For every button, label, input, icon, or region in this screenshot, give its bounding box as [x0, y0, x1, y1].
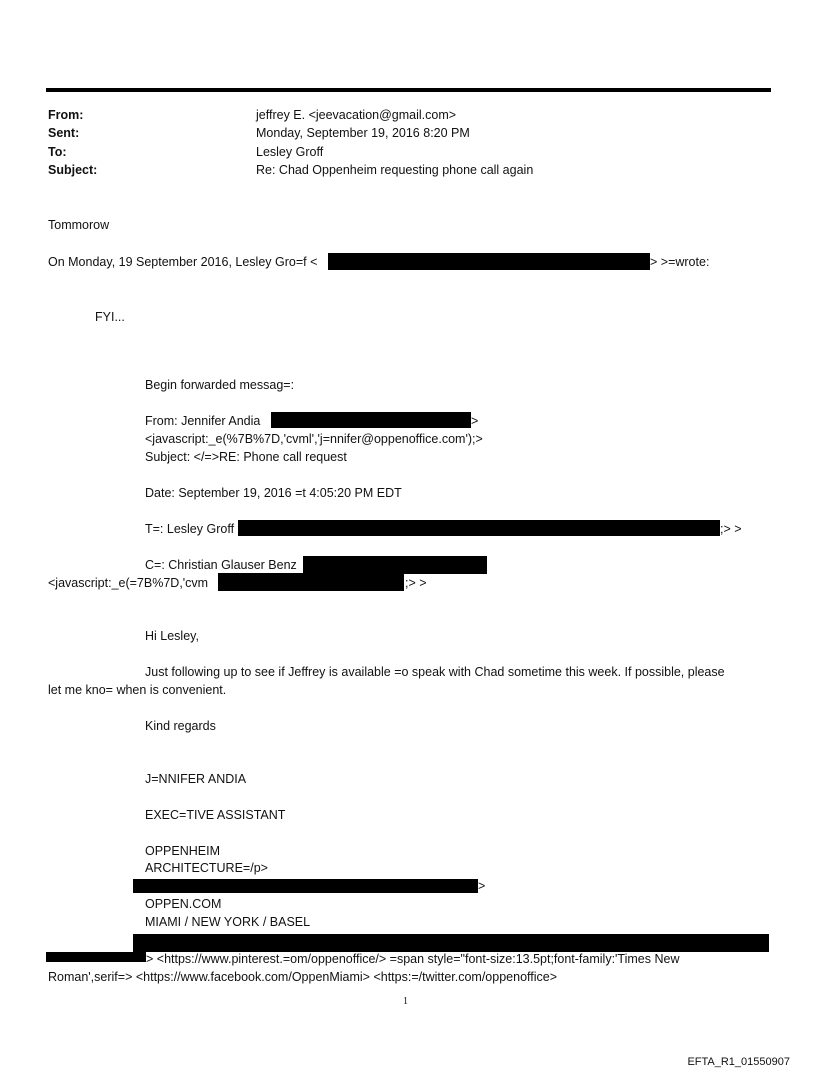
redaction-bar [133, 879, 478, 893]
signature-cities: MIAMI / NEW YORK / BASEL [145, 915, 311, 929]
sent-label: Sent: [48, 126, 80, 140]
redaction-bar [133, 934, 769, 952]
begin-forwarded: Begin forwarded messag=: [145, 378, 295, 392]
signature-name: J=NNIFER ANDIA [145, 772, 247, 786]
fwd-to-end: ;> > [720, 522, 742, 536]
page-number: 1 [403, 996, 408, 1007]
redaction-bar [218, 573, 404, 591]
closing: Kind regards [145, 719, 216, 733]
quote-intro-end: > >=wrote: [650, 255, 710, 269]
paragraph-line: Just following up to see if Jeffrey is available =o speak with Chad sometime this week. If possible, please [145, 665, 725, 679]
signature-title: EXEC=TIVE ASSISTANT [145, 808, 286, 822]
signature-redaction-end: > [478, 879, 486, 893]
redaction-bar [46, 952, 146, 962]
fyi-text: FYI... [95, 310, 125, 324]
fwd-from: From: Jennifer Andia [145, 414, 261, 428]
subject-label: Subject: [48, 163, 98, 177]
fwd-subject: Subject: </=>RE: Phone call request [145, 450, 347, 464]
to-label: To: [48, 145, 67, 159]
fwd-date: Date: September 19, 2016 =t 4:05:20 PM EDT [145, 486, 402, 500]
header-rule [46, 88, 771, 92]
subject-value: Re: Chad Oppenheim requesting phone call again [256, 163, 534, 177]
redaction-bar [303, 556, 487, 574]
quote-intro: On Monday, 19 September 2016, Lesley Gro=f < [48, 255, 318, 269]
redaction-bar [238, 520, 720, 536]
signature-website: OPPEN.COM [145, 897, 222, 911]
document-id: EFTA_R1_01550907 [687, 1056, 790, 1068]
fwd-cc-javascript-end: ;> > [405, 576, 427, 590]
links-line: Roman',serif=> <https://www.facebook.com/OppenMiami> <https:=/twitter.com/oppenoffice> [48, 970, 558, 984]
sent-value: Monday, September 19, 2016 8:20 PM [256, 126, 470, 140]
from-value: jeffrey E. <jeevacation@gmail.com> [256, 108, 457, 122]
fwd-cc-javascript: <javascript:_e(=7B%7D,'cvm [48, 576, 209, 590]
redaction-bar [328, 253, 650, 270]
from-label: From: [48, 108, 84, 122]
fwd-javascript: <javascript:_e(%7B%7D,'cvml','j=nnifer@oppenoffice.com');> [145, 432, 483, 446]
reply-text: Tommorow [48, 218, 110, 232]
to-value: Lesley Groff [256, 145, 324, 159]
links-line: > <https://www.pinterest.=om/oppenoffice/> =span style="font-size:13.5pt;font-family:'Times New [146, 952, 680, 966]
redaction-bar [271, 412, 471, 428]
greeting: Hi Lesley, [145, 629, 199, 643]
signature-company-line2: ARCHITECTURE=/p> [145, 861, 268, 875]
fwd-from-end: > [471, 414, 479, 428]
fwd-to: T=: Lesley Groff [145, 522, 235, 536]
paragraph-line: let me kno= when is convenient. [48, 683, 227, 697]
signature-company: OPPENHEIM [145, 844, 221, 858]
fwd-cc: C=: Christian Glauser Benz [145, 558, 297, 572]
